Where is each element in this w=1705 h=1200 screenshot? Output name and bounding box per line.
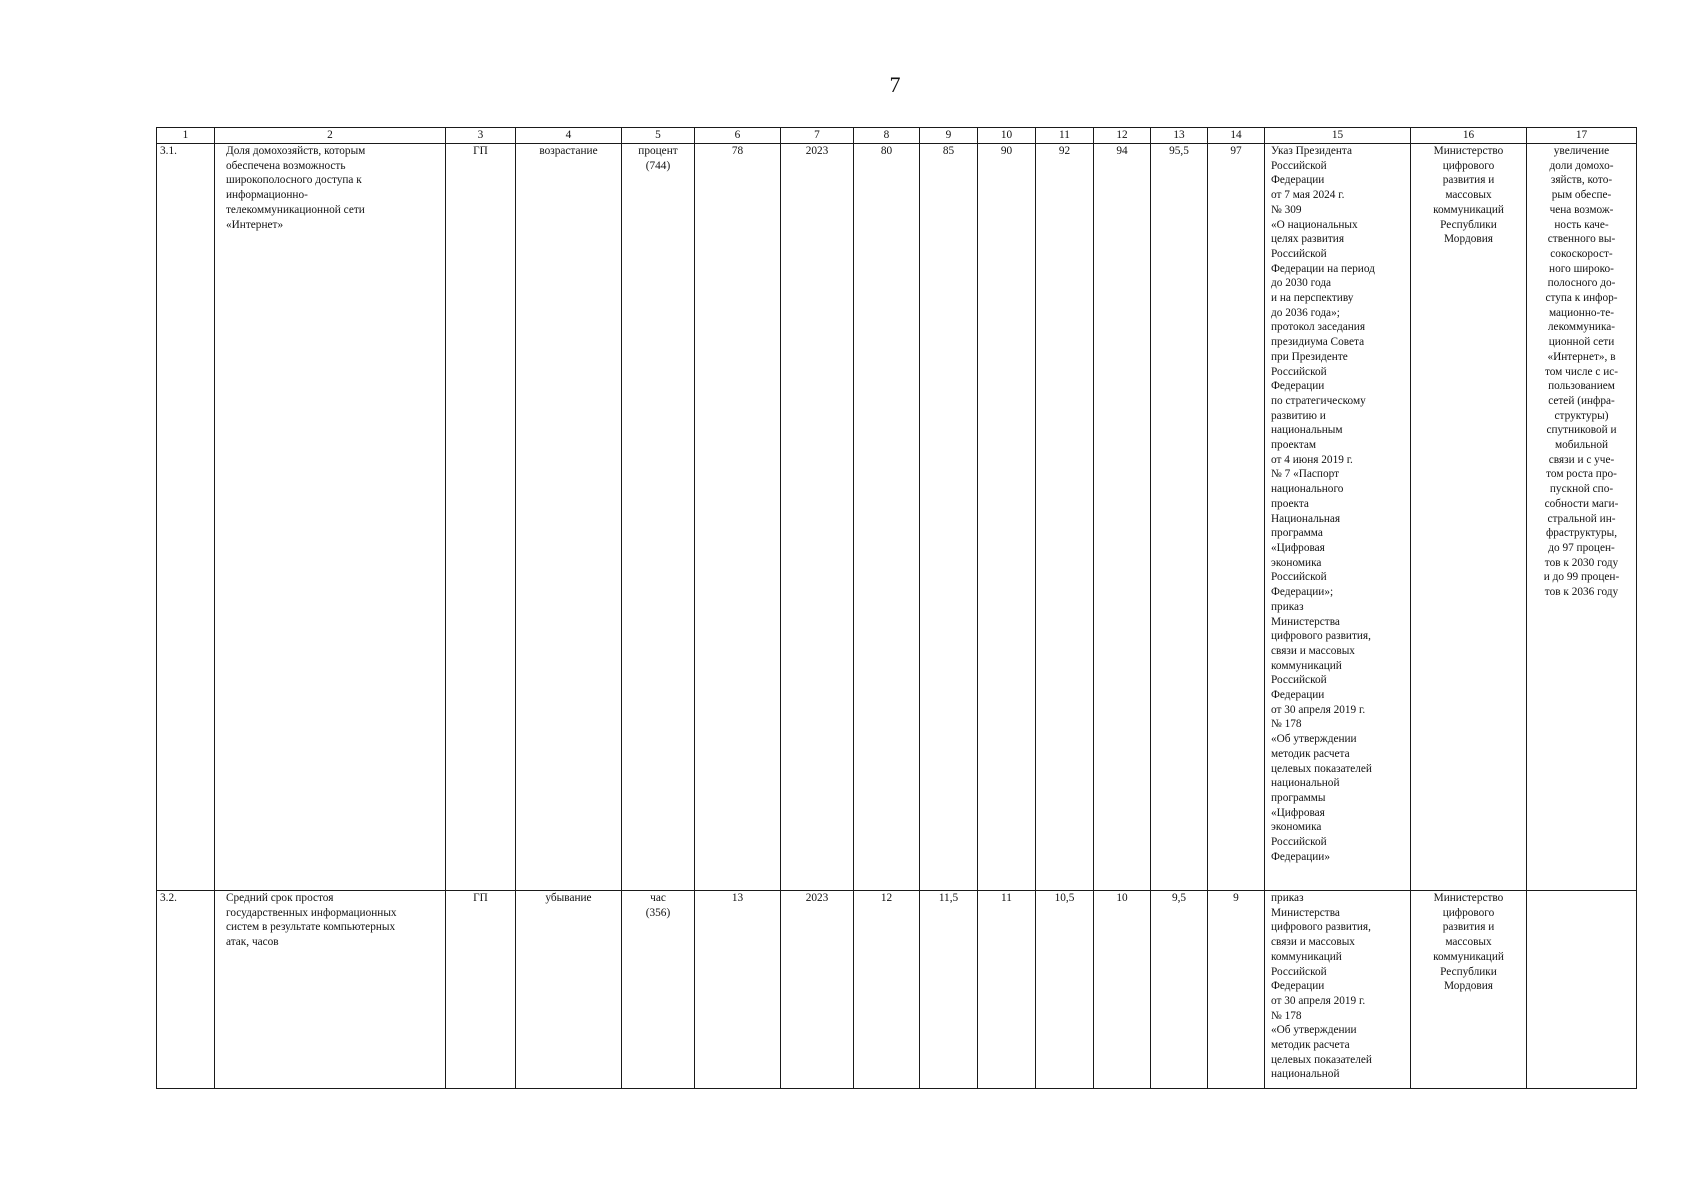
basis-document: Указ Президента Российской Федерации от 7 мая 2024 г. № 309 «О национальных целях развития Российской Федерации на период до 2030 года и на перспективу до 2036 года»; протокол заседания президиума Совета при Президенте Российской Федерации по стратегическому развитию и национальным проектам от 4 июня 2019 г. № 7 «Паспорт национального проекта Национальная программа «Цифровая экономика Российской Федерации»; приказ Министерства цифрового развития, связи и массовых коммуникаций Российской Федерации от 30 апреля 2019 г. № 178 «Об утверждении методик расчета целевых показателей национальной программы «Цифровая экономика Российской Федерации»	[1265, 144, 1411, 891]
header-cell: 7	[781, 128, 854, 144]
header-cell: 9	[920, 128, 978, 144]
header-cell: 12	[1094, 128, 1151, 144]
header-cell: 2	[215, 128, 446, 144]
row-number: 3.2.	[157, 891, 215, 1089]
value-cell: 10	[1094, 891, 1151, 1089]
value-cell: 11	[978, 891, 1036, 1089]
responsible-body: Министерство цифрового развития и массовых коммуникаций Республики Мордовия	[1411, 144, 1527, 891]
value-cell: 95,5	[1151, 144, 1208, 891]
indicator-unit: час (356)	[622, 891, 695, 1089]
goal-description: увеличение доли домохо- зяйств, кото- рым обеспе- чена возмож- ность каче- ственного вы- сокоскорост- ного широко- полосного до- ступа к инфор- мационно-те- лекоммуника- ционной сети «Интернет», в том числе с ис- пользованием сетей (инфра- структуры) спутниковой и мобильной связи и с уче- том роста про- пускной спо- собности маги- стральной ин- фраструктуры, до 97 процен- тов к 2030 году и до 99 процен- тов к 2036 году	[1527, 144, 1637, 891]
value-cell: 94	[1094, 144, 1151, 891]
indicator-level: ГП	[446, 891, 516, 1089]
value-cell: 85	[920, 144, 978, 891]
header-cell: 10	[978, 128, 1036, 144]
column-number-row	[157, 128, 1637, 144]
value-cell: 80	[854, 144, 920, 891]
value-cell: 12	[854, 891, 920, 1089]
indicator-trend: убывание	[516, 891, 622, 1089]
value-cell: 90	[978, 144, 1036, 891]
header-cell: 16	[1411, 128, 1527, 144]
indicator-name: Доля домохозяйств, которым обеспечена возможность широкополосного доступа к информационно- телекоммуникационной сети «Интернет»	[215, 144, 446, 891]
indicator-unit: процент (744)	[622, 144, 695, 891]
base-year: 2023	[781, 144, 854, 891]
indicators-table	[156, 127, 1637, 1089]
table-row	[157, 891, 1637, 1089]
value-cell: 97	[1208, 144, 1265, 891]
goal-description	[1527, 891, 1637, 1089]
header-cell: 1	[157, 128, 215, 144]
header-cell: 17	[1527, 128, 1637, 144]
header-cell: 6	[695, 128, 781, 144]
basis-document: приказ Министерства цифрового развития, связи и массовых коммуникаций Российской Федерации от 30 апреля 2019 г. № 178 «Об утверждении методик расчета целевых показателей национальной	[1265, 891, 1411, 1089]
header-cell: 14	[1208, 128, 1265, 144]
value-cell: 9	[1208, 891, 1265, 1089]
header-cell: 4	[516, 128, 622, 144]
base-value: 13	[695, 891, 781, 1089]
header-cell: 3	[446, 128, 516, 144]
value-cell: 10,5	[1036, 891, 1094, 1089]
page-number: 7	[889, 72, 901, 97]
header-cell: 8	[854, 128, 920, 144]
indicator-name: Средний срок простоя государственных информационных систем в результате компьютерных атак, часов	[215, 891, 446, 1089]
header-cell: 11	[1036, 128, 1094, 144]
value-cell: 11,5	[920, 891, 978, 1089]
header-cell: 15	[1265, 128, 1411, 144]
base-year: 2023	[781, 891, 854, 1089]
header-cell: 5	[622, 128, 695, 144]
value-cell: 9,5	[1151, 891, 1208, 1089]
header-cell: 13	[1151, 128, 1208, 144]
value-cell: 92	[1036, 144, 1094, 891]
row-number: 3.1.	[157, 144, 215, 891]
indicator-trend: возрастание	[516, 144, 622, 891]
responsible-body: Министерство цифрового развития и массовых коммуникаций Республики Мордовия	[1411, 891, 1527, 1089]
base-value: 78	[695, 144, 781, 891]
table-row	[157, 144, 1637, 891]
indicator-level: ГП	[446, 144, 516, 891]
